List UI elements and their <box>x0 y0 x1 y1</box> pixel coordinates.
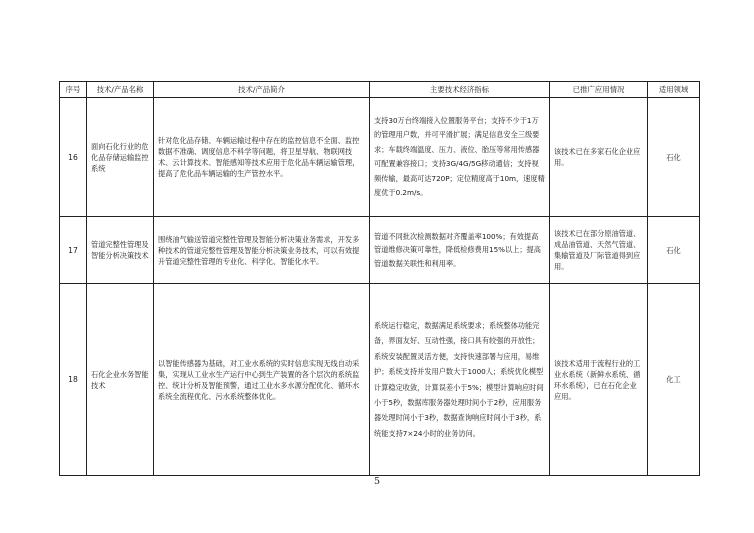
product-intro: 针对危化品存储、车辆运输过程中存在的监控信息不全面、监控数据不准确、调度信息不科学等问题，将卫星导航、物联网技术、云计算技术、智能感知等技术应用于危化品车辆运输管理，提高了危化品车辆运输的生产管控水平。 <box>154 98 370 217</box>
product-intro: 以智能传感器为基础，对工业水系统的实时信息实现无线自动采集，实现从工业水生产运行中心到生产装置的各个层次的系统监控、统计分析及智能预警，通过工业水多水源分配优化、循环水系统全流程优化、污水系统整体优化。 <box>154 284 370 476</box>
economic-indicators: 系统运行稳定，数据满足系统要求；系统整体功能完备，界面友好、互动性强，接口具有较强的开放性；系统安装配置灵活方便，支持快速部署与应用，易维护；系统支持并发用户数大于1000人；系统优化模型计算稳定收敛，计算误差小于5%；模型计算响应时间小于5秒，数据库服务器处理时间小于2秒，应用服务器处理时间小于3秒，数据查询响应时间小于3秒，系统能支持7×24小时的业务访问。 <box>370 284 550 476</box>
page-number: 5 <box>373 476 381 487</box>
application-field: 石化 <box>648 217 700 284</box>
product-name: 石化企业水务智能技术 <box>87 284 154 476</box>
promotion-status: 该技术适用于流程行业的工业水系统（新鲜水系统、循环水系统），已在石化企业应用。 <box>550 284 648 476</box>
promotion-status: 该技术已在部分原油管道、成品油管道、天然气管道、集输管道及厂际管道得到应用。 <box>550 217 648 284</box>
promotion-status: 该技术已在多家石化企业应用。 <box>550 98 648 217</box>
row-number: 16 <box>60 98 87 217</box>
header-seq: 序号 <box>60 82 87 98</box>
product-intro: 围绕油气输送管道完整性管理及智能分析决策业务需求，开发多种技术的管道完整性管理及智能分析决策业务技术，可以有效提升管道完整性管理的专业化、科学化、智能化水平。 <box>154 217 370 284</box>
row-number: 18 <box>60 284 87 476</box>
header-intro: 技术/产品简介 <box>154 82 370 98</box>
header-promotion: 已推广应用情况 <box>550 82 648 98</box>
product-name: 面向石化行业的危化品存储运输监控系统 <box>87 98 154 217</box>
technology-table <box>59 81 700 476</box>
table-header-row <box>60 82 700 98</box>
table-row <box>60 284 700 476</box>
row-number: 17 <box>60 217 87 284</box>
application-field: 石化 <box>648 98 700 217</box>
application-field: 化工 <box>648 284 700 476</box>
product-name: 管道完整性管理及智能分析决策技术 <box>87 217 154 284</box>
header-field: 适用领域 <box>648 82 700 98</box>
economic-indicators: 管道不同批次检测数据对齐覆盖率100%；有效提高管道维修决策可靠性，降低检修费用15%以上；提高管道数据关联性和利用率。 <box>370 217 550 284</box>
header-indicators: 主要技术经济指标 <box>370 82 550 98</box>
economic-indicators: 支持30万台终端接入位置服务平台；支持不少于1万的管理用户数，并可平滑扩展；满足信息安全三级要求；车载终端温度、压力、液位、胎压等常用传感器可配置兼容接口；支持3G/4G/5G移动通信；支持视频传输，最高可达720P；定位精度高于10m，速度精度优于0.2m/s。 <box>370 98 550 217</box>
table-row <box>60 217 700 284</box>
header-name: 技术/产品名称 <box>87 82 154 98</box>
table-row <box>60 98 700 217</box>
